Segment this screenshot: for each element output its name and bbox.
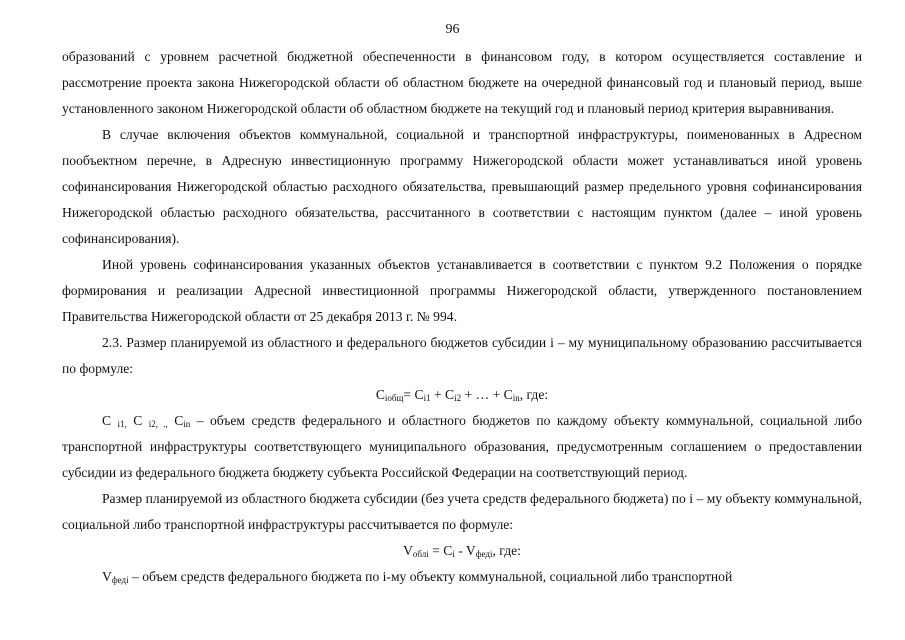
- paragraph-regional-subsidy: Размер планируемой из областного бюджета субсидии (без учета средств федерального бюджета) по i – му объекту коммунальной, социальной либо транспортной инфраструктуры рассчитывается по формуле:: [62, 491, 862, 532]
- symbol-part: C: [126, 413, 149, 428]
- symbol-part: C: [167, 413, 184, 428]
- formula-subscript: i2: [454, 393, 462, 403]
- formula-part: + … + C: [461, 387, 513, 402]
- document-body: [62, 44, 862, 590]
- formula-subscript: i: [452, 549, 455, 559]
- symbol-subscript: i2, .,: [148, 419, 168, 429]
- formula-subscript: in: [512, 393, 520, 403]
- symbol-subscript: федi: [111, 575, 129, 585]
- page-number: 96: [445, 22, 460, 37]
- formula-part: , где:: [519, 387, 549, 402]
- formula-symbol: V: [403, 543, 413, 558]
- paragraph-vfed-definition: [62, 564, 862, 590]
- paragraph-2-3: 2.3. Размер планируемой из областного и федерального бюджетов субсидии i – му муниципальному образованию рассчитывается по формуле:: [62, 335, 862, 376]
- symbol-part: V: [102, 569, 112, 584]
- symbol-part: C: [102, 413, 118, 428]
- formula-total-subsidy: [62, 382, 862, 408]
- formula-subscript: i1: [423, 393, 431, 403]
- paragraph-ci-definition: [62, 408, 862, 486]
- formula-part: - V: [454, 543, 476, 558]
- definition-text: – объем средств федерального и областного бюджетов по каждому объекту коммунальной, социальной либо транспортной инфраструктуры соответствующего муниципального образования, предусмотренным соглашением о предоставлении субсидии из федерального бюджета бюджету субъекта Российской Федерации на соответствующий период.: [62, 413, 862, 480]
- definition-text: – объем средств федерального бюджета по i-му объекту коммунальной, социальной либо транспортной: [128, 569, 733, 584]
- formula-subscript: iобщ: [384, 393, 404, 403]
- paragraph-cofinancing-level: В случае включения объектов коммунальной, социальной и транспортной инфраструктуры, поименованных в Адресном пообъектном перечне, в Адресную инвестиционную программу Нижегородской области может устанавливаться иной уровень софинансирования Нижегородской областью расходного обязательства, превышающий размер предельного уровня софинансирования Нижегородской областью расходного обязательства, рассчитанного в соответствии с настоящим пунктом (далее – иной уровень софинансирования).: [62, 127, 862, 246]
- paragraph-other-level: Иной уровень софинансирования указанных объектов устанавливается в соответствии с пунктом 9.2 Положения о порядке формирования и реализации Адресной инвестиционной программы Нижегородской области, утвержденного постановлением Правительства Нижегородской области от 25 декабря 2013 г. № 994.: [62, 257, 862, 324]
- paragraph-continuation: образований с уровнем расчетной бюджетной обеспеченности в финансовом году, в котором осуществляется составление и рассмотрение проекта закона Нижегородской области об областном бюджете на очередной финансовый год и плановый период, выше установленного законом Нижегородской области об областном бюджете на текущий год и плановый период критерия выравнивания.: [62, 49, 862, 116]
- symbol-subscript: in: [183, 419, 191, 429]
- formula-subscript: федi: [475, 549, 493, 559]
- formula-part: = C: [428, 543, 453, 558]
- formula-regional-subsidy: [62, 538, 862, 564]
- symbol-subscript: i1,: [117, 419, 127, 429]
- formula-subscript: облi: [412, 549, 429, 559]
- formula-part: + C: [430, 387, 455, 402]
- formula-part: = C: [403, 387, 424, 402]
- formula-symbol: C: [375, 387, 385, 402]
- formula-part: , где:: [492, 543, 521, 558]
